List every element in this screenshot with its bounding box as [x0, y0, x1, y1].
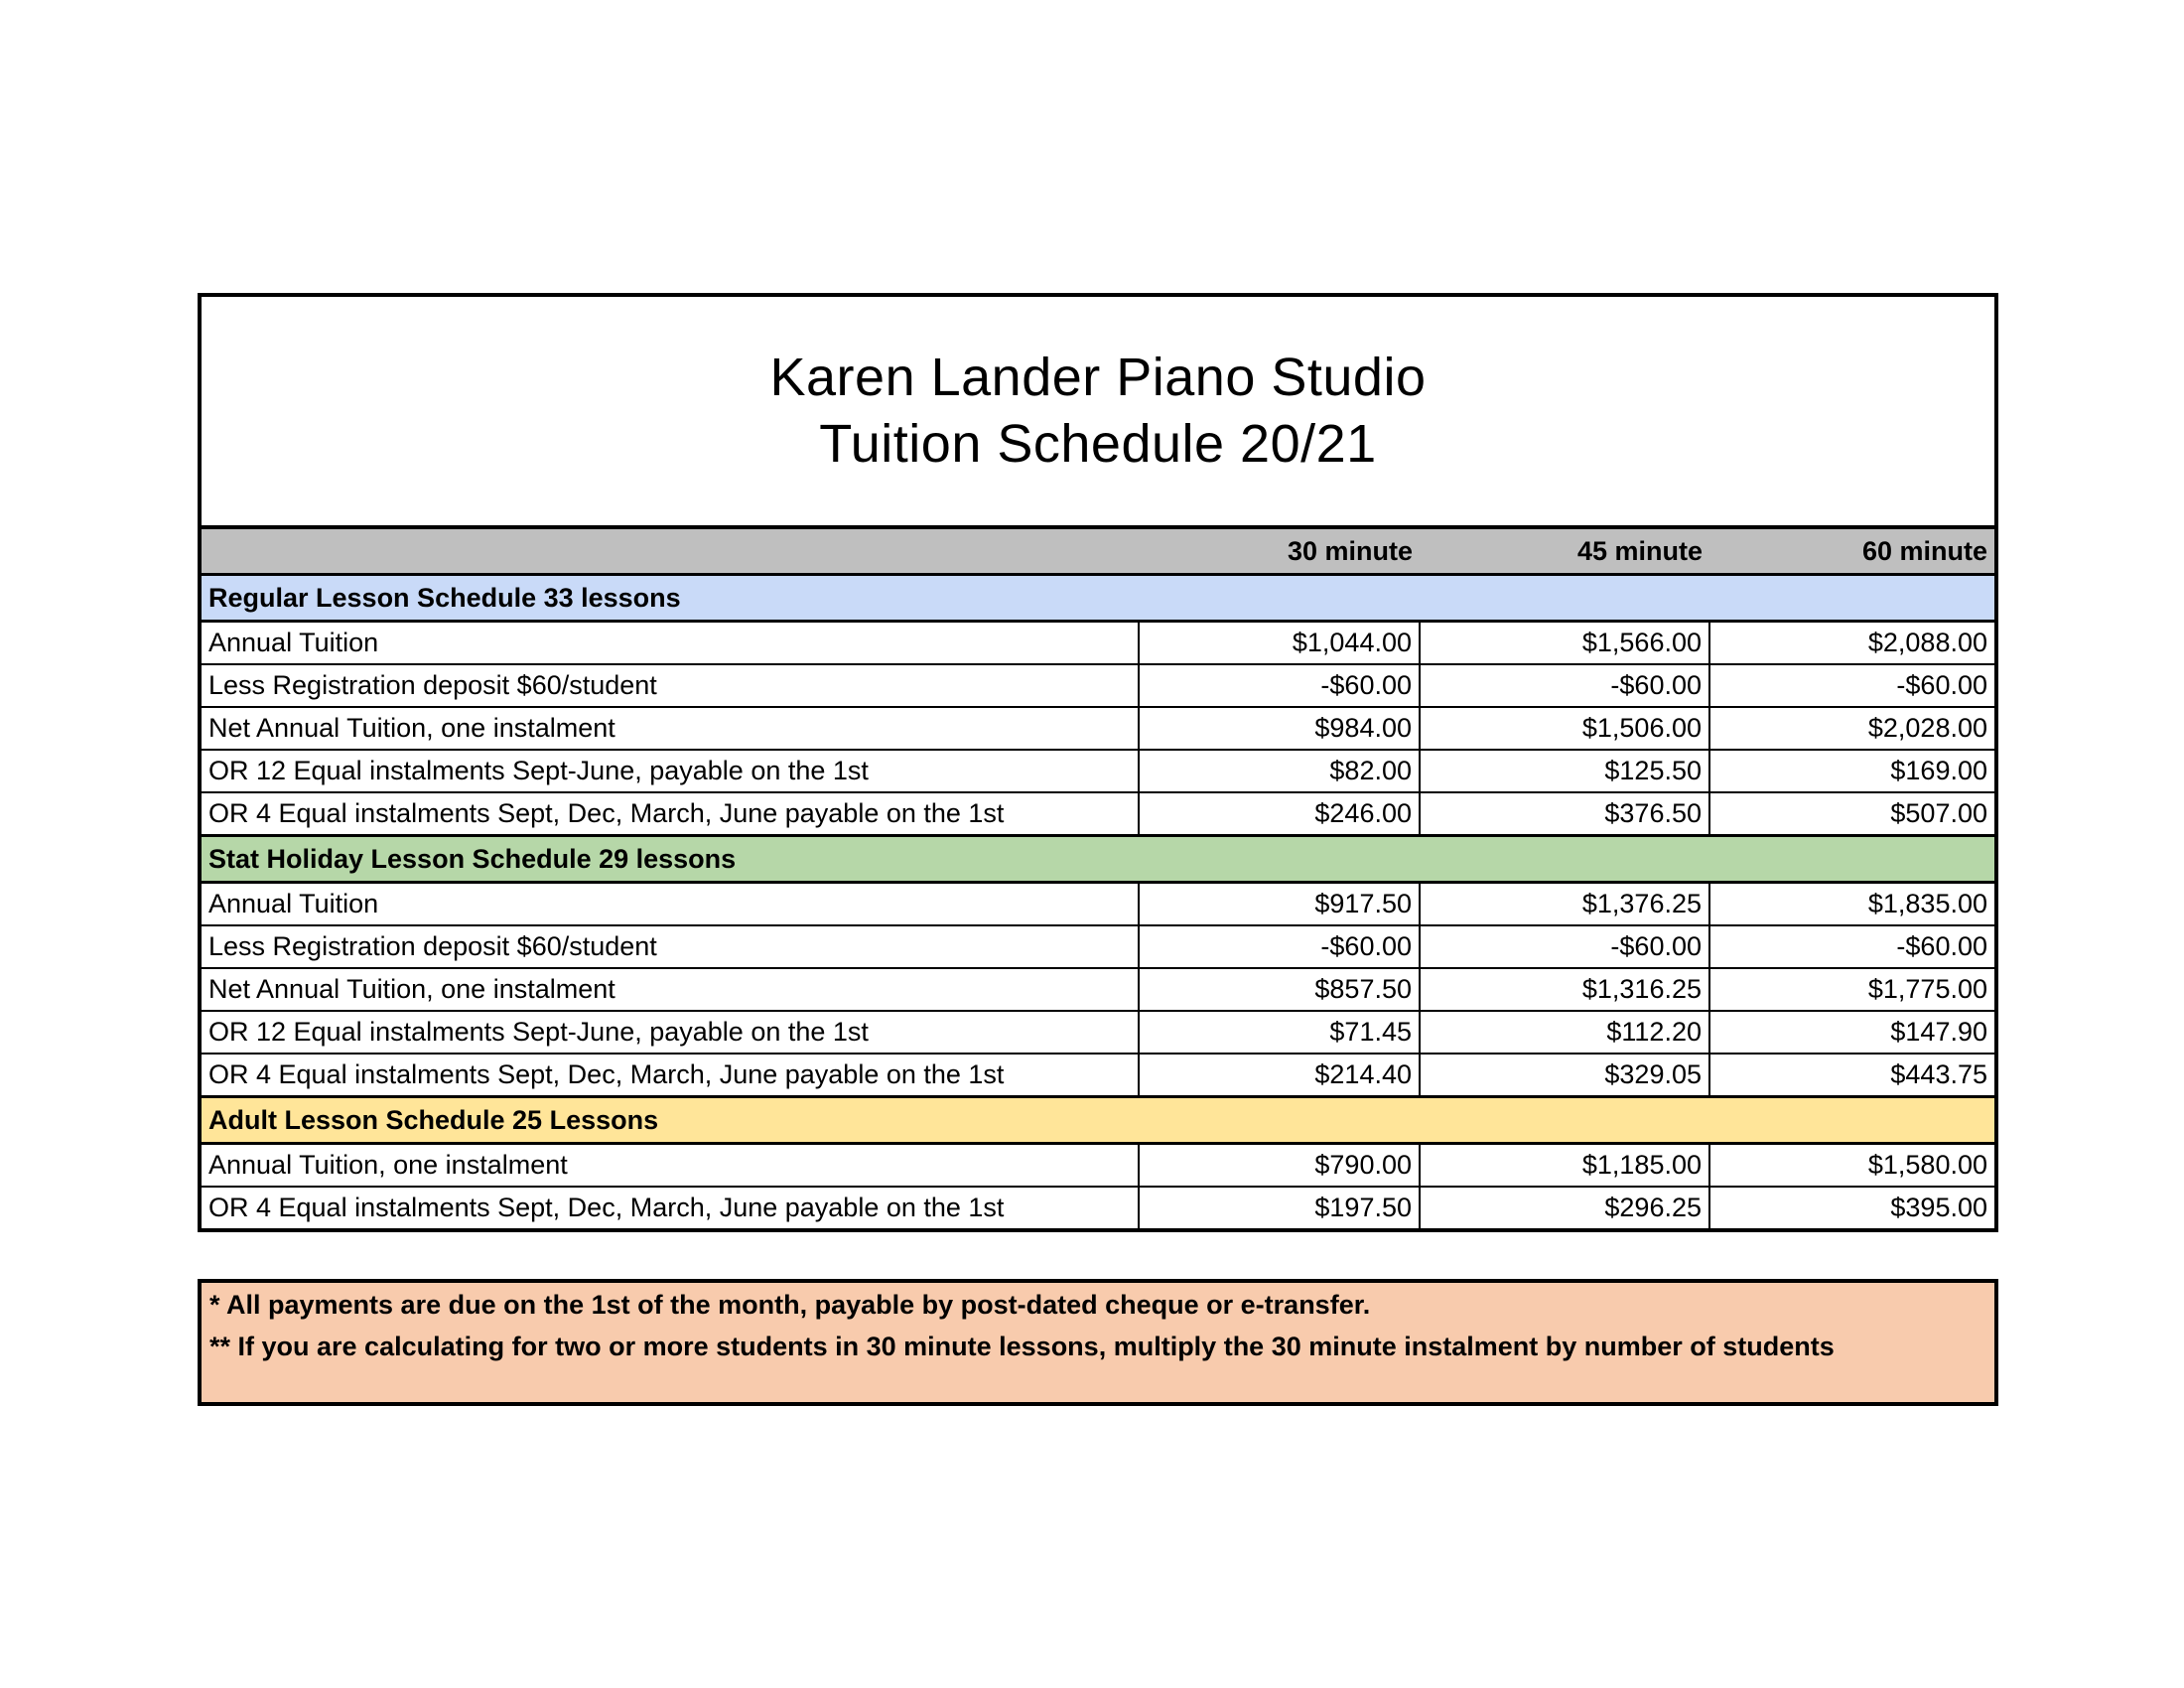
note-payment-due: * All payments are due on the 1st of the month, payable by post-dated cheque or e-transfer.: [209, 1290, 1371, 1320]
column-header-blank: [202, 529, 1139, 575]
cell-45-minute: $1,316.25: [1420, 968, 1709, 1011]
row-label: OR 12 Equal instalments Sept-June, payable on the 1st: [202, 750, 1139, 792]
row-label: Net Annual Tuition, one instalment: [202, 707, 1139, 750]
cell-30-minute: -$60.00: [1139, 664, 1420, 707]
column-header-45: 45 minute: [1420, 529, 1709, 575]
row-label: OR 4 Equal instalments Sept, Dec, March, June payable on the 1st: [202, 1054, 1139, 1097]
table-row: [202, 792, 1994, 836]
schedule-title: Tuition Schedule 20/21: [819, 414, 1377, 474]
row-label: Net Annual Tuition, one instalment: [202, 968, 1139, 1011]
cell-45-minute: $1,566.00: [1420, 622, 1709, 665]
tuition-schedule-sheet: [198, 293, 1998, 1232]
table-row: [202, 925, 1994, 968]
cell-60-minute: -$60.00: [1709, 664, 1994, 707]
table-row: [202, 750, 1994, 792]
cell-60-minute: $147.90: [1709, 1011, 1994, 1054]
cell-60-minute: $507.00: [1709, 792, 1994, 836]
cell-60-minute: $2,028.00: [1709, 707, 1994, 750]
cell-30-minute: $1,044.00: [1139, 622, 1420, 665]
column-header-row: [202, 529, 1994, 575]
row-label: OR 4 Equal instalments Sept, Dec, March, June payable on the 1st: [202, 1187, 1139, 1228]
payment-notes: [198, 1279, 1998, 1406]
row-label: Annual Tuition, one instalment: [202, 1144, 1139, 1188]
cell-45-minute: -$60.00: [1420, 664, 1709, 707]
column-header-30: 30 minute: [1139, 529, 1420, 575]
cell-30-minute: $71.45: [1139, 1011, 1420, 1054]
cell-30-minute: $917.50: [1139, 883, 1420, 926]
row-label: OR 4 Equal instalments Sept, Dec, March, June payable on the 1st: [202, 792, 1139, 836]
cell-30-minute: $246.00: [1139, 792, 1420, 836]
tuition-table: [202, 529, 1994, 1228]
cell-45-minute: $1,376.25: [1420, 883, 1709, 926]
table-row: [202, 1011, 1994, 1054]
cell-60-minute: $169.00: [1709, 750, 1994, 792]
table-row: [202, 1187, 1994, 1228]
cell-30-minute: $197.50: [1139, 1187, 1420, 1228]
cell-30-minute: $984.00: [1139, 707, 1420, 750]
cell-45-minute: $296.25: [1420, 1187, 1709, 1228]
row-label: OR 12 Equal instalments Sept-June, payable on the 1st: [202, 1011, 1139, 1054]
cell-45-minute: $112.20: [1420, 1011, 1709, 1054]
table-row: [202, 1054, 1994, 1097]
section-title: Adult Lesson Schedule 25 Lessons: [202, 1097, 1994, 1144]
column-header-60: 60 minute: [1709, 529, 1994, 575]
cell-60-minute: -$60.00: [1709, 925, 1994, 968]
row-label: Less Registration deposit $60/student: [202, 925, 1139, 968]
cell-60-minute: $1,775.00: [1709, 968, 1994, 1011]
cell-60-minute: $2,088.00: [1709, 622, 1994, 665]
cell-45-minute: $125.50: [1420, 750, 1709, 792]
cell-30-minute: $857.50: [1139, 968, 1420, 1011]
cell-30-minute: $214.40: [1139, 1054, 1420, 1097]
table-row: [202, 1144, 1994, 1188]
row-label: Annual Tuition: [202, 622, 1139, 665]
section-header-adult: [202, 1097, 1994, 1144]
table-row: [202, 622, 1994, 665]
section-title: Regular Lesson Schedule 33 lessons: [202, 575, 1994, 622]
section-header-stat-holiday: [202, 836, 1994, 883]
note-multiple-students: ** If you are calculating for two or more students in 30 minute lessons, multiply the 30 minute instalment by number of students: [209, 1332, 1835, 1361]
table-row: [202, 707, 1994, 750]
cell-45-minute: $329.05: [1420, 1054, 1709, 1097]
section-title: Stat Holiday Lesson Schedule 29 lessons: [202, 836, 1994, 883]
section-header-regular: [202, 575, 1994, 622]
row-label: Less Registration deposit $60/student: [202, 664, 1139, 707]
table-body: [202, 575, 1994, 1229]
cell-60-minute: $443.75: [1709, 1054, 1994, 1097]
cell-60-minute: $1,835.00: [1709, 883, 1994, 926]
table-row: [202, 883, 1994, 926]
cell-45-minute: $376.50: [1420, 792, 1709, 836]
studio-name: Karen Lander Piano Studio: [769, 348, 1427, 407]
cell-45-minute: -$60.00: [1420, 925, 1709, 968]
table-row: [202, 968, 1994, 1011]
cell-60-minute: $1,580.00: [1709, 1144, 1994, 1188]
cell-30-minute: $790.00: [1139, 1144, 1420, 1188]
cell-45-minute: $1,185.00: [1420, 1144, 1709, 1188]
row-label: Annual Tuition: [202, 883, 1139, 926]
cell-30-minute: $82.00: [1139, 750, 1420, 792]
title-block: [202, 297, 1994, 529]
cell-30-minute: -$60.00: [1139, 925, 1420, 968]
cell-60-minute: $395.00: [1709, 1187, 1994, 1228]
table-row: [202, 664, 1994, 707]
cell-45-minute: $1,506.00: [1420, 707, 1709, 750]
